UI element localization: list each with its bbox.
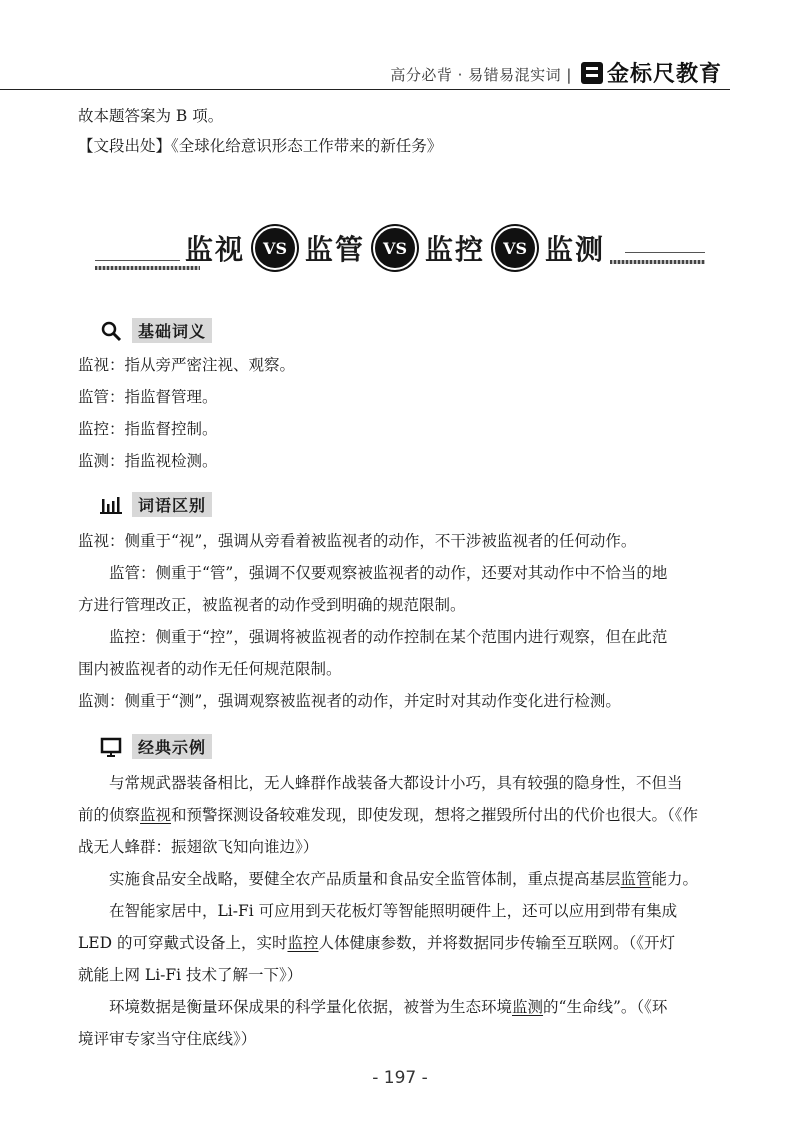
source-line: 【文段出处】《全球化给意识形态工作带来的新任务》: [78, 137, 443, 155]
title-row: [185, 226, 605, 270]
section-examples-heading: [100, 734, 212, 759]
basic-item-2: 监管：指监督管理。: [78, 388, 218, 406]
section-examples-title: 经典示例: [132, 734, 212, 759]
vs-badge-1: VS: [253, 226, 297, 270]
section-basic-title: 基础词义: [132, 318, 212, 343]
series-title: 高分必背 · 易错易混实词 |: [390, 66, 572, 84]
vs-badge-3: VS: [493, 226, 537, 270]
diff-line-1: 监视：侧重于“视”，强调从旁看着被监视者的动作，不干涉被监视者的任何动作。: [78, 532, 637, 550]
magnifier-icon: [100, 320, 122, 342]
page-header: [0, 56, 800, 92]
ex4-text-b: 的“生命线”。（《环: [543, 998, 668, 1016]
example-1-line-1: 与常规武器装备相比，无人蜂群作战装备大都设计小巧，具有较强的隐身性，不但当: [109, 774, 683, 792]
title-banner: [95, 222, 705, 280]
basic-item-1: 监视：指从旁严密注视、观察。: [78, 356, 296, 374]
ex3-text-b: 人体健康参数，并将数据同步传输至互联网。（《开灯: [318, 934, 675, 952]
ex2-text-b: 能力。: [651, 870, 699, 888]
ex4-keyword: 监测: [512, 998, 544, 1016]
diff-line-6: 监测：侧重于“测”，强调观察被监视者的动作，并定时对其动作变化进行检测。: [78, 692, 621, 710]
example-1-line-3: 战无人蜂群：振翅欲飞知向谁边》）: [78, 838, 319, 856]
basic-item-3: 监控：指监督控制。: [78, 420, 218, 438]
diff-line-4: 监控：侧重于“控”，强调将被监视者的动作控制在某个范围内进行观察，但在此范: [109, 628, 668, 646]
title-word-3: 监控: [425, 233, 486, 266]
banner-rule-right: [610, 260, 705, 264]
example-3-line-1: 在智能家居中，Li-Fi 可应用到天花板灯等智能照明硬件上，还可以应用到带有集成: [109, 902, 678, 920]
section-basic-heading: [100, 318, 212, 343]
page-number: - 197 -: [372, 1068, 428, 1088]
ex3-text-a: LED 的可穿戴式设备上，实时: [78, 934, 288, 952]
title-word-1: 监视: [185, 233, 246, 266]
section-diff-heading: [100, 492, 212, 517]
bar-chart-icon: [100, 495, 122, 515]
banner-rule-right-thin: [625, 252, 705, 253]
example-4-line-2: 境评审专家当守住底线》）: [78, 1030, 257, 1048]
ex2-keyword: 监管: [620, 870, 652, 888]
publisher-logo: [581, 57, 722, 88]
diff-line-3: 方进行管理改正，被监视者的动作受到明确的规范限制。: [78, 596, 466, 614]
ex1-text-a: 前的侦察: [78, 806, 141, 824]
logo-icon: [581, 62, 603, 84]
screen-icon: [100, 737, 122, 757]
title-word-2: 监管: [305, 233, 366, 266]
diff-line-2: 监管：侧重于“管”，强调不仅要观察被监视者的动作，还要对其动作中不恰当的地: [109, 564, 668, 582]
section-diff-title: 词语区别: [132, 492, 212, 517]
banner-rule-left-thin: [95, 260, 180, 261]
answer-line: 故本题答案为 B 项。: [78, 107, 224, 125]
vs-badge-2: VS: [373, 226, 417, 270]
example-2-line-1: [78, 864, 718, 894]
diff-line-5: 围内被监视者的动作无任何规范限制。: [78, 660, 342, 678]
example-3-line-3: 就能上网 Li-Fi 技术了解一下》）: [78, 966, 303, 984]
logo-text: 金标尺教育: [606, 62, 722, 87]
title-word-4: 监测: [545, 233, 606, 266]
basic-item-4: 监测：指监视检测。: [78, 452, 218, 470]
example-4-line-1: [78, 992, 718, 1022]
header-rule: [0, 89, 730, 90]
example-3-line-2: [78, 928, 718, 958]
ex2-text-a: 实施食品安全战略，要健全农产品质量和食品安全监管体制，重点提高基层: [109, 870, 621, 888]
ex1-keyword: 监视: [140, 806, 172, 824]
ex3-keyword: 监控: [287, 934, 319, 952]
example-1-line-2: [78, 800, 718, 830]
ex1-text-b: 和预警探测设备较难发现，即使发现，想将之摧毁所付出的代价也很大。（《作: [171, 806, 699, 824]
ex4-text-a: 环境数据是衡量环保成果的科学量化依据，被誉为生态环境: [109, 998, 513, 1016]
